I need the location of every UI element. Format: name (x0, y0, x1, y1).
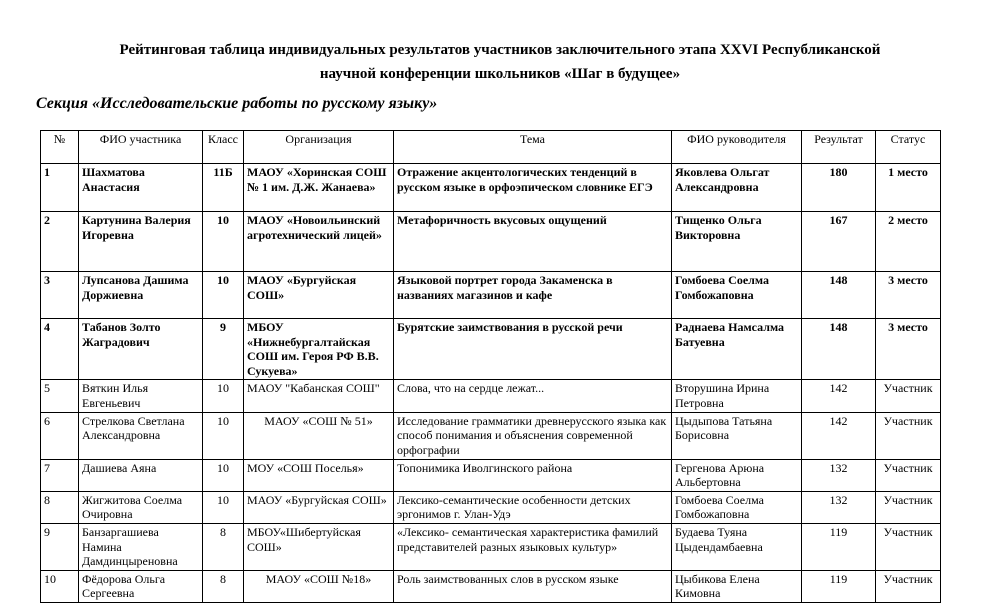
cell-topic: Топонимика Иволгинского района (394, 459, 672, 491)
cell-supervisor: Раднаева Намсалма Батуевна (672, 319, 802, 380)
table-row (41, 523, 941, 570)
results-table (40, 130, 941, 603)
cell-status: Участник (876, 380, 941, 412)
cell-org: МБОУ «Нижнебургалтайская СОШ им. Героя РФ В.В. Сукуева» (244, 319, 394, 380)
document-title (40, 38, 960, 86)
cell-status: 2 место (876, 212, 941, 272)
cell-supervisor: Будаева Туяна Цыдендамбаевна (672, 523, 802, 570)
cell-topic: Отражение акцентологических тенденций в русском языке в орфоэпическом словнике ЕГЭ (394, 164, 672, 212)
cell-org: МАОУ «Бургуйская СОШ» (244, 272, 394, 319)
cell-topic: Лексико-семантические особенности детских эргонимов г. Улан-Удэ (394, 491, 672, 523)
cell-topic: Слова, что на сердце лежат... (394, 380, 672, 412)
table-row (41, 459, 941, 491)
cell-supervisor: Гомбоева Соелма Гомбожаповна (672, 272, 802, 319)
cell-status: Участник (876, 491, 941, 523)
cell-topic: Бурятские заимствования в русской речи (394, 319, 672, 380)
cell-topic: «Лексико- семантическая характеристика фамилий представителей разных языковых культур» (394, 523, 672, 570)
cell-num: 7 (41, 459, 79, 491)
cell-score: 132 (802, 491, 876, 523)
cell-org: МАОУ «Новоильинский агротехнический лицей» (244, 212, 394, 272)
cell-org: МОУ «СОШ Поселья» (244, 459, 394, 491)
cell-org: МАОУ «Хоринская СОШ № 1 им. Д.Ж. Жанаева» (244, 164, 394, 212)
cell-topic: Языковой портрет города Закаменска в названиях магазинов и кафе (394, 272, 672, 319)
cell-score: 142 (802, 412, 876, 459)
table-row (41, 412, 941, 459)
cell-num: 2 (41, 212, 79, 272)
title-line-1: Рейтинговая таблица индивидуальных результатов участников заключительного этапа XXVI Республиканской (119, 42, 881, 58)
table-row (41, 164, 941, 212)
cell-name: Вяткин Илья Евгеньевич (79, 380, 203, 412)
cell-topic: Роль заимствованных слов в русском языке (394, 570, 672, 602)
table-row (41, 380, 941, 412)
cell-status: 3 место (876, 319, 941, 380)
cell-num: 4 (41, 319, 79, 380)
col-header-status: Статус (876, 131, 941, 164)
cell-status: Участник (876, 570, 941, 602)
cell-num: 9 (41, 523, 79, 570)
table-row (41, 491, 941, 523)
cell-grade: 8 (203, 523, 244, 570)
cell-status: 1 место (876, 164, 941, 212)
cell-num: 10 (41, 570, 79, 602)
cell-name: Лупсанова Дашима Доржиевна (79, 272, 203, 319)
cell-score: 148 (802, 319, 876, 380)
cell-org: МБОУ«Шибертуйская СОШ» (244, 523, 394, 570)
col-header-num: № (41, 131, 79, 164)
cell-grade: 10 (203, 412, 244, 459)
header-row (41, 131, 941, 164)
col-header-score: Результат (802, 131, 876, 164)
cell-org: МАОУ «СОШ № 51» (244, 412, 394, 459)
cell-grade: 8 (203, 570, 244, 602)
cell-num: 6 (41, 412, 79, 459)
cell-name: Шахматова Анастасия (79, 164, 203, 212)
cell-supervisor: Цыдыпова Татьяна Борисовна (672, 412, 802, 459)
cell-name: Банзаргашиева Намина Дамдинцыреновна (79, 523, 203, 570)
cell-name: Дашиева Аяна (79, 459, 203, 491)
cell-supervisor: Цыбикова Елена Кимовна (672, 570, 802, 602)
section-heading: Секция «Исследовательские работы по русскому языку» (36, 95, 438, 112)
cell-supervisor: Вторушина Ирина Петровна (672, 380, 802, 412)
cell-num: 3 (41, 272, 79, 319)
cell-status: Участник (876, 459, 941, 491)
table-row (41, 319, 941, 380)
cell-status: Участник (876, 523, 941, 570)
col-header-org: Организация (244, 131, 394, 164)
table-row (41, 272, 941, 319)
cell-supervisor: Тищенко Ольга Викторовна (672, 212, 802, 272)
table-row (41, 212, 941, 272)
cell-grade: 9 (203, 319, 244, 380)
cell-grade: 10 (203, 212, 244, 272)
cell-num: 8 (41, 491, 79, 523)
col-header-grade: Класс (203, 131, 244, 164)
cell-status: Участник (876, 412, 941, 459)
cell-score: 119 (802, 523, 876, 570)
cell-grade: 10 (203, 491, 244, 523)
cell-org: МАОУ «Бургуйская СОШ» (244, 491, 394, 523)
cell-supervisor: Гомбоева Соелма Гомбожаповна (672, 491, 802, 523)
title-line-2: научной конференции школьников «Шаг в будущее» (319, 66, 681, 82)
cell-name: Картунина Валерия Игоревна (79, 212, 203, 272)
cell-grade: 10 (203, 459, 244, 491)
cell-grade: 11Б (203, 164, 244, 212)
cell-org: МАОУ «СОШ №18» (244, 570, 394, 602)
cell-supervisor: Гергенова Арюна Альбертовна (672, 459, 802, 491)
cell-supervisor: Яковлева Ольгат Александровна (672, 164, 802, 212)
cell-score: 119 (802, 570, 876, 602)
cell-score: 148 (802, 272, 876, 319)
cell-topic: Метафоричность вкусовых ощущений (394, 212, 672, 272)
cell-num: 1 (41, 164, 79, 212)
cell-status: 3 место (876, 272, 941, 319)
cell-name: Табанов Золто Жаградович (79, 319, 203, 380)
cell-score: 132 (802, 459, 876, 491)
col-header-name: ФИО участника (79, 131, 203, 164)
cell-grade: 10 (203, 272, 244, 319)
cell-org: МАОУ "Кабанская СОШ" (244, 380, 394, 412)
col-header-topic: Тема (394, 131, 672, 164)
cell-num: 5 (41, 380, 79, 412)
cell-score: 167 (802, 212, 876, 272)
cell-score: 180 (802, 164, 876, 212)
cell-grade: 10 (203, 380, 244, 412)
table-row (41, 570, 941, 602)
col-header-supervisor: ФИО руководителя (672, 131, 802, 164)
cell-topic: Исследование грамматики древнерусского языка как способ понимания и объяснения современной орфографии (394, 412, 672, 459)
cell-name: Стрелкова Светлана Александровна (79, 412, 203, 459)
cell-name: Жигжитова Соелма Очировна (79, 491, 203, 523)
cell-score: 142 (802, 380, 876, 412)
cell-name: Фёдорова Ольга Сергеевна (79, 570, 203, 602)
